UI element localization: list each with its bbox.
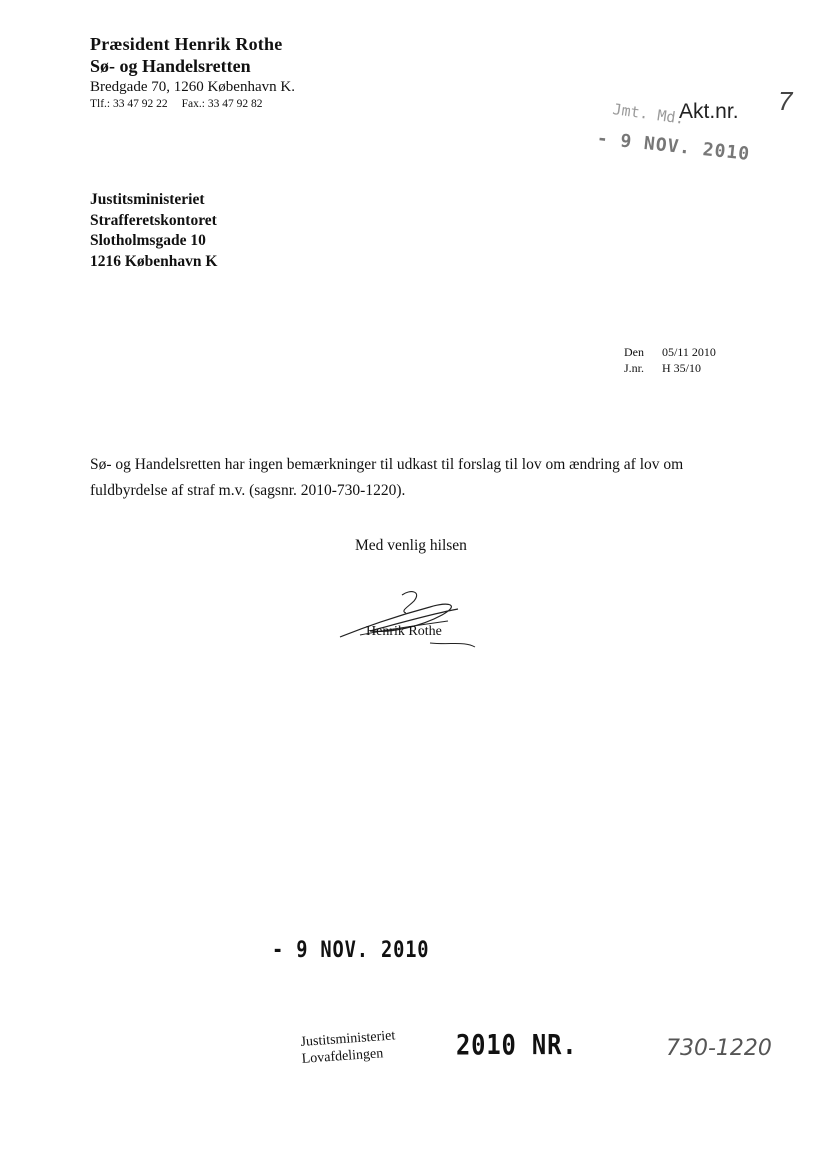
akt-nr-label: Akt.nr. — [679, 100, 739, 123]
faint-stamp-text: Jmt. Md. — [611, 100, 686, 128]
closing-greeting: Med venlig hilsen — [355, 537, 467, 554]
department-stamp-line-2: Lovafdelingen — [301, 1046, 384, 1067]
received-stamp-bottom: - 9 NOV. 2010 — [272, 938, 430, 963]
received-stamp-top: - 9 NOV. 2010 — [595, 128, 752, 165]
akt-nr-number: 7 — [778, 86, 793, 116]
department-stamp-line-1: Justitsministeriet — [300, 1028, 396, 1050]
jnr-label: J.nr. — [624, 361, 645, 375]
jnr-row — [624, 360, 716, 376]
case-number-handwritten: 730-1220 — [666, 1036, 772, 1061]
recipient-line-3: Slotholmsgade 10 — [90, 232, 206, 249]
letter-body: Sø- og Handelsretten har ingen bemærkninger til udkast til forslag til lov om ændring af lov om fuldbyrdelse af straf m.v. (sagsnr. 2010-730-1220). — [90, 456, 684, 499]
sender-court: Sø- og Handelsretten — [90, 56, 251, 76]
handwritten-signature — [330, 585, 490, 655]
recipient-line-4: 1216 København K — [90, 252, 218, 270]
sender-address: Bredgade 70, 1260 København K. — [90, 79, 295, 95]
letter-meta — [624, 344, 716, 376]
date-label: Den — [624, 345, 644, 359]
recipient-address — [90, 190, 217, 272]
date-row — [624, 344, 716, 360]
sender-fax: Fax.: 33 47 92 82 — [181, 98, 263, 110]
jnr-value: H 35/10 — [662, 361, 701, 375]
department-stamp — [300, 1027, 397, 1068]
signature-name: Henrik Rothe — [366, 624, 442, 639]
sender-contact — [90, 98, 262, 110]
recipient-line-2: Strafferetskontoret — [90, 211, 217, 229]
recipient-line-1: Justitsministeriet — [90, 191, 205, 208]
sender-phone: Tlf.: 33 47 92 22 — [90, 98, 168, 110]
sender-name: Præsident Henrik Rothe — [90, 34, 283, 54]
date-value: 05/11 2010 — [662, 345, 716, 359]
case-number-stamp: 2010 NR. — [456, 1028, 578, 1061]
